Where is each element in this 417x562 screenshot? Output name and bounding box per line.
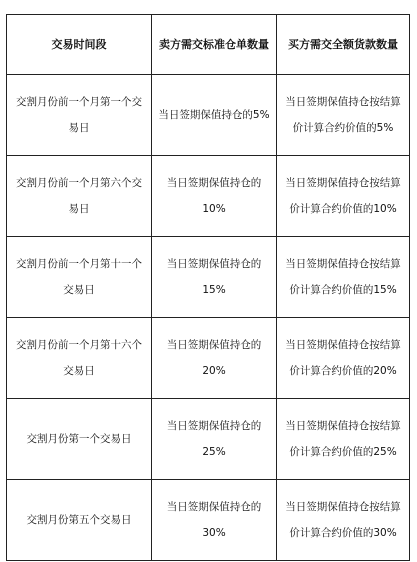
cell-seller-requirement: 当日签期保值持仓的5% <box>152 75 277 156</box>
cell-buyer-requirement: 当日签期保值持仓按结算价计算合约价值的25% <box>277 399 410 480</box>
cell-trading-period: 交割月份前一个月第十六个交易日 <box>7 318 152 399</box>
header-trading-period: 交易时间段 <box>7 15 152 75</box>
cell-seller-requirement: 当日签期保值持仓的20% <box>152 318 277 399</box>
cell-buyer-requirement: 当日签期保值持仓按结算价计算合约价值的15% <box>277 237 410 318</box>
cell-trading-period: 交割月份前一个月第六个交易日 <box>7 156 152 237</box>
cell-buyer-requirement: 当日签期保值持仓按结算价计算合约价值的10% <box>277 156 410 237</box>
margin-table-container <box>6 14 409 561</box>
cell-buyer-requirement: 当日签期保值持仓按结算价计算合约价值的30% <box>277 480 410 561</box>
cell-seller-requirement: 当日签期保值持仓的25% <box>152 399 277 480</box>
delivery-requirements-table <box>6 14 410 561</box>
header-seller-warrant-quantity: 卖方需交标准仓单数量 <box>152 15 277 75</box>
header-buyer-payment-quantity: 买方需交全额货款数量 <box>277 15 410 75</box>
cell-buyer-requirement: 当日签期保值持仓按结算价计算合约价值的5% <box>277 75 410 156</box>
table-header-row <box>7 15 410 75</box>
table-row <box>7 399 410 480</box>
cell-seller-requirement: 当日签期保值持仓的10% <box>152 156 277 237</box>
cell-buyer-requirement: 当日签期保值持仓按结算价计算合约价值的20% <box>277 318 410 399</box>
cell-seller-requirement: 当日签期保值持仓的15% <box>152 237 277 318</box>
cell-trading-period: 交割月份前一个月第一个交易日 <box>7 75 152 156</box>
cell-trading-period: 交割月份前一个月第十一个交易日 <box>7 237 152 318</box>
table-row <box>7 318 410 399</box>
table-row <box>7 480 410 561</box>
table-row <box>7 156 410 237</box>
cell-trading-period: 交割月份第五个交易日 <box>7 480 152 561</box>
cell-seller-requirement: 当日签期保值持仓的30% <box>152 480 277 561</box>
cell-trading-period: 交割月份第一个交易日 <box>7 399 152 480</box>
table-row <box>7 237 410 318</box>
table-row <box>7 75 410 156</box>
